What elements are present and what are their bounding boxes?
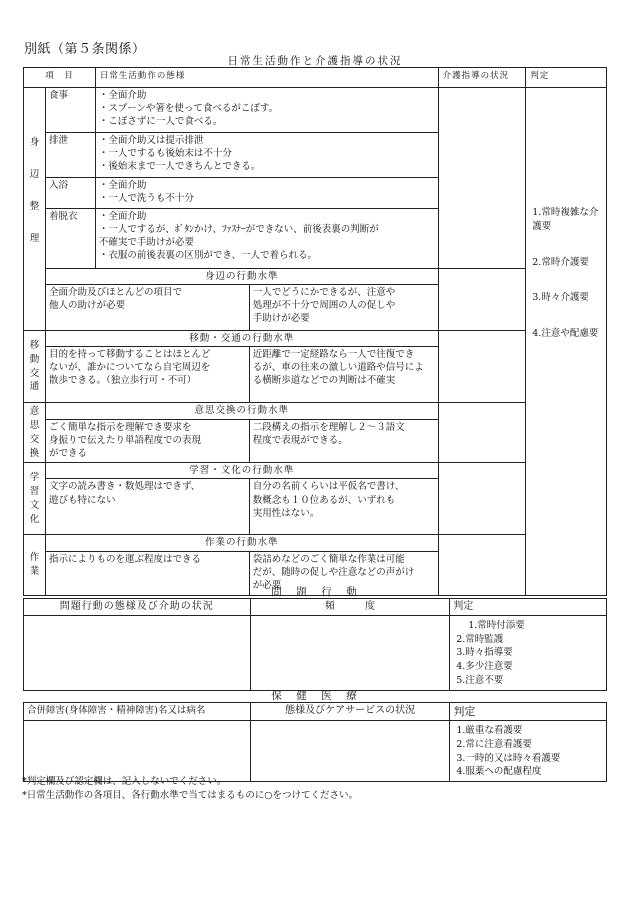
care-status-self-care[interactable] [438, 88, 526, 269]
health-judgment-3: 3.一時的又は時々看護要 [456, 752, 561, 764]
item-state-excretion[interactable]: ・全面介助又は提示排泄 ・一人でするも後始末は不十分 ・後始末まで一人できちんとできる。 [95, 133, 438, 178]
behavior-table [23, 598, 607, 691]
header-state: 日常生活動作の態様 [95, 68, 438, 88]
adl-judgment-cell [526, 88, 607, 596]
category-communication: 意 思 交 換 [24, 403, 46, 463]
standard-title-learning: 学習・文化の行動水準 [45, 463, 438, 479]
behavior-judgment-2: 2.常時監護 [456, 633, 504, 645]
behavior-header-state: 問題行動の態様及び介助の状況 [24, 599, 251, 616]
standard-title-communication: 意思交換の行動水準 [45, 403, 438, 419]
standard-title-self-care: 身辺の行動水準 [45, 269, 438, 285]
standard-option-communication-1[interactable]: ごく簡単な指示を理解でき要求を 身振りで伝えたり単語程度での表現 ができる [45, 419, 249, 463]
adl-judgment-3: 3.時々介護要 [532, 292, 589, 304]
category-learning: 学 習 文 化 [24, 463, 46, 535]
standard-option-work-1[interactable]: 指示によりものを運ぶ程度はできる [45, 551, 249, 595]
behavior-judgment-4: 4.多少注意要 [456, 661, 513, 673]
health-judgment-list [450, 721, 607, 782]
adl-section-title: 日常生活動作と介護指導の状況 [227, 55, 403, 67]
behavior-judgment-list [450, 615, 607, 690]
care-status-mobility[interactable] [438, 331, 526, 403]
standard-option-self-care-2[interactable]: 一人でどうにかできるが、注意や 処理が不十分で周囲の人の促しや 手助けが必要 [249, 285, 438, 331]
category-self-care: 身 辺 整 理 [24, 88, 46, 331]
note-2: *日常生活動作の各項目、各行動水準で当てはまるものに○をつけてください。 [22, 789, 359, 801]
header-judge: 判定 [526, 68, 607, 88]
health-header-service: 態様及びケアサービスの状況 [250, 703, 449, 721]
header-care: 介護指導の状況 [438, 68, 526, 88]
behavior-judgment-1: 1.常時付添要 [468, 619, 525, 631]
health-judgment-2: 2.常に注意看護要 [456, 738, 532, 750]
behavior-state-input[interactable] [24, 615, 251, 690]
standard-option-mobility-2[interactable]: 近距離で一定経路なら一人で往復でき るが、車の往来の激しい道路や信号によ る横断歩道などでの判断は不確実 [249, 347, 438, 403]
category-mobility: 移 動 交 通 [24, 331, 46, 403]
health-disease-input[interactable] [24, 721, 251, 782]
behavior-judgment-5: 5.注意不要 [456, 674, 504, 686]
standard-title-work: 作業の行動水準 [45, 535, 438, 551]
standard-option-self-care-1[interactable]: 全面介助及びほとんどの項目で 他人の助けが必要 [45, 285, 249, 331]
health-header-disease: 合併障害(身体障害・精神障害)名又は病名 [24, 703, 251, 721]
behavior-section-title: 問 題 行 動 [271, 586, 359, 598]
care-status-communication[interactable] [438, 403, 526, 463]
health-service-input[interactable] [250, 721, 449, 782]
health-judgment-4: 4.服薬への配慮程度 [456, 766, 542, 778]
behavior-header-judge: 判定 [450, 599, 607, 616]
item-state-bathing[interactable]: ・全面介助 ・一人で洗うも不十分 [95, 178, 438, 209]
item-label-bathing: 入浴 [45, 178, 95, 209]
adl-judgment-2: 2.常時介護要 [532, 256, 589, 268]
standard-option-learning-2[interactable]: 自分の名前くらいは平仮名で書け、 数概念も１０位あるが、いずれも 実用性はない。 [249, 479, 438, 535]
note-1: *判定欄及び認定欄は、記入しないでください。 [22, 776, 227, 787]
adl-judgment-1: 1.常時複雑な介護要 [532, 207, 599, 232]
page-heading: 別紙（第５条関係） [24, 42, 146, 57]
item-state-meal[interactable]: ・全面介助 ・スプーンや箸を使って食べるがこぼす。 ・こぼさずに一人で食べる。 [95, 88, 438, 133]
behavior-frequency-input[interactable] [250, 615, 450, 690]
header-item: 項 目 [24, 68, 96, 88]
behavior-judgment-3: 3.時々指導要 [456, 647, 513, 659]
item-label-excretion: 排泄 [45, 133, 95, 178]
standard-option-communication-2[interactable]: 二段構えの指示を理解し２～３語文 程度で表現ができる。 [249, 419, 438, 463]
health-table [23, 702, 607, 782]
item-label-meal: 食事 [45, 88, 95, 133]
standard-option-work-2[interactable]: 袋詰めなどのごく簡単な作業は可能 だが、随時の促しや注意などの声がけ が必要 [249, 551, 438, 595]
adl-table [23, 67, 607, 596]
category-work: 作 業 [24, 535, 46, 595]
notes [22, 775, 358, 803]
item-label-dressing: 着脱衣 [45, 209, 95, 269]
health-section-title: 保 健 医 療 [271, 690, 359, 702]
behavior-header-frequency: 頻 度 [250, 599, 450, 616]
care-status-self-care-standard[interactable] [438, 269, 526, 331]
standard-option-mobility-1[interactable]: 目的を持って移動することはほとんど ないが、誰かについてなら自宅周辺を 散歩できる。（独立歩行可・不可） [45, 347, 249, 403]
standard-title-mobility: 移動・交通の行動水準 [45, 331, 438, 347]
health-judgment-1: 1.厳重な看護要 [456, 725, 523, 737]
item-state-dressing[interactable]: ・全面介助 ・一人でするが、ﾎﾞﾀﾝかけ、ﾌｧｽﾅｰができない、前後表裏の判断が 不確実で手助けが必要 ・衣服の前後表裏の区別ができ、一人で着られる。 [95, 209, 438, 269]
standard-option-learning-1[interactable]: 文字の読み書き・数処理はできず、 遊びも特にない [45, 479, 249, 535]
health-header-judge: 判定 [450, 703, 607, 721]
care-status-learning[interactable] [438, 463, 526, 535]
adl-judgment-4: 4.注意や配慮要 [532, 328, 599, 340]
